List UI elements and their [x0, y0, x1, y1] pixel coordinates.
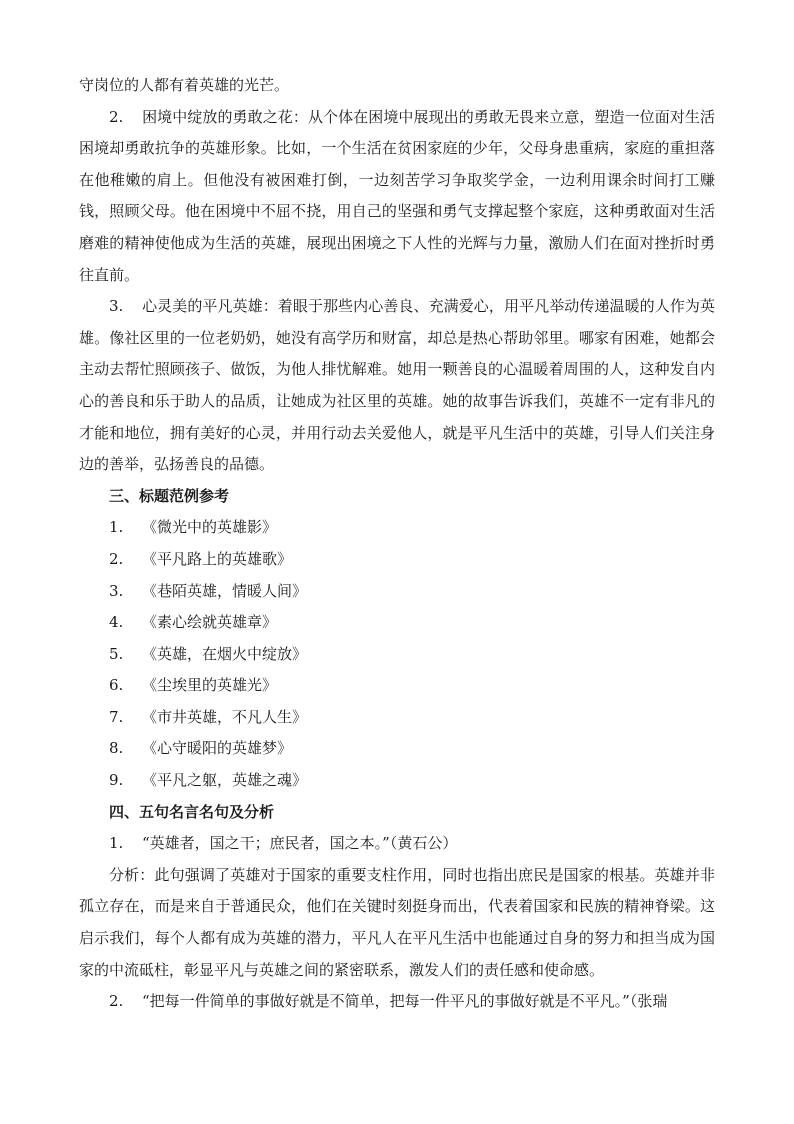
list-item [79, 607, 715, 639]
section-4-heading: 四、五句名言名句及分析 [109, 802, 275, 821]
list-item-text: 《平凡之躯，英雄之魂》 [142, 771, 308, 790]
point-3-text: 心灵美的平凡英雄：着眼于那些内心善良、充满爱心，用平凡举动传递温暖的人作为英雄。像社区里的一位老奶奶，她没有高学历和财富，却总是热心帮助邻里。哪家有困难，她都会主动去帮忙照顾孩子、做饭，为他人排忧解难。她用一颗善良的心温暖着周围的人，这种发自内心的善良和乐于助人的品质，让她成为社区里的英雄。她的故事告诉我们，英雄不一定有非凡的才能和地位，拥有美好的心灵，并用行动去关爱他人，就是平凡生活中的英雄，引导人们关注身边的善举，弘扬善良的品德。 [79, 297, 715, 474]
intro-paragraph: 守岗位的人都有着英雄的光芒。 [79, 76, 290, 94]
list-item [79, 512, 715, 544]
list-item [79, 670, 715, 702]
quote-1-number: 1. [109, 834, 124, 853]
list-item-text: 《微光中的英雄影》 [142, 518, 278, 537]
list-item-number: 7. [109, 707, 124, 726]
list-item-number: 5. [109, 644, 124, 663]
list-item-number: 2. [109, 549, 124, 568]
list-item-number: 6. [109, 676, 124, 695]
section-3-heading: 三、标题范例参考 [109, 486, 230, 505]
list-item [79, 639, 715, 671]
point-2-paragraph [79, 102, 715, 292]
quote-2-number: 2. [109, 992, 124, 1011]
document-page [79, 70, 715, 1018]
list-item [79, 702, 715, 734]
list-item [79, 576, 715, 608]
list-item-text: 《英雄，在烟火中绽放》 [142, 644, 308, 663]
list-item-text: 《尘埃里的英雄光》 [142, 676, 278, 695]
quote-1-text: “英雄者，国之干；庶民者，国之本。”（黄石公） [142, 834, 458, 853]
list-item-number: 9. [109, 771, 124, 790]
list-item [79, 765, 715, 797]
point-3-paragraph [79, 291, 715, 481]
list-item-text: 《平凡路上的英雄歌》 [142, 549, 293, 568]
list-item-number: 4. [109, 613, 124, 632]
list-item-number: 1. [109, 518, 124, 537]
list-item-text: 《素心绘就英雄章》 [142, 613, 278, 632]
list-item [79, 544, 715, 576]
list-item-number: 8. [109, 739, 124, 758]
list-item-text: 《心守暖阳的英雄梦》 [142, 739, 293, 758]
list-item-text: 《市井英雄，不凡人生》 [142, 707, 308, 726]
quote-2 [79, 986, 715, 1018]
list-item-text: 《巷陌英雄，情暖人间》 [142, 581, 308, 600]
point-3-number: 3. [109, 297, 124, 316]
list-item [79, 733, 715, 765]
point-2-text: 困境中绽放的勇敢之花：从个体在困境中展现出的勇敢无畏来立意，塑造一位面对生活困境却勇敢抗争的英雄形象。比如，一个生活在贫困家庭的少年，父母身患重病，家庭的重担落在他稚嫩的肩上。但他没有被困难打倒，一边刻苦学习争取奖学金，一边利用课余时间打工赚钱，照顾父母。他在困境中不屈不挠，用自己的坚强和勇气支撑起整个家庭，这种勇敢面对生活磨难的精神使他成为生活的英雄，展现出困境之下人性的光辉与力量，激励人们在面对挫折时勇往直前。 [79, 107, 715, 284]
list-item-number: 3. [109, 581, 124, 600]
title-examples-list [79, 512, 715, 796]
quote-1 [79, 828, 715, 860]
quote-2-text: “把每一件简单的事做好就是不简单，把每一件平凡的事做好就是不平凡。”（张瑞 [142, 992, 668, 1011]
analysis-1-paragraph: 分析：此句强调了英雄对于国家的重要支柱作用，同时也指出庶民是国家的根基。英雄并非孤立存在，而是来自于普通民众，他们在关键时刻挺身而出，代表着国家和民族的精神脊梁。这启示我们，每个人都有成为英雄的潜力，平凡人在平凡生活中也能通过自身的努力和担当成为国家的中流砥柱，彰显平凡与英雄之间的紧密联系，激发人们的责任感和使命感。 [79, 865, 715, 979]
point-2-number: 2. [109, 107, 124, 126]
